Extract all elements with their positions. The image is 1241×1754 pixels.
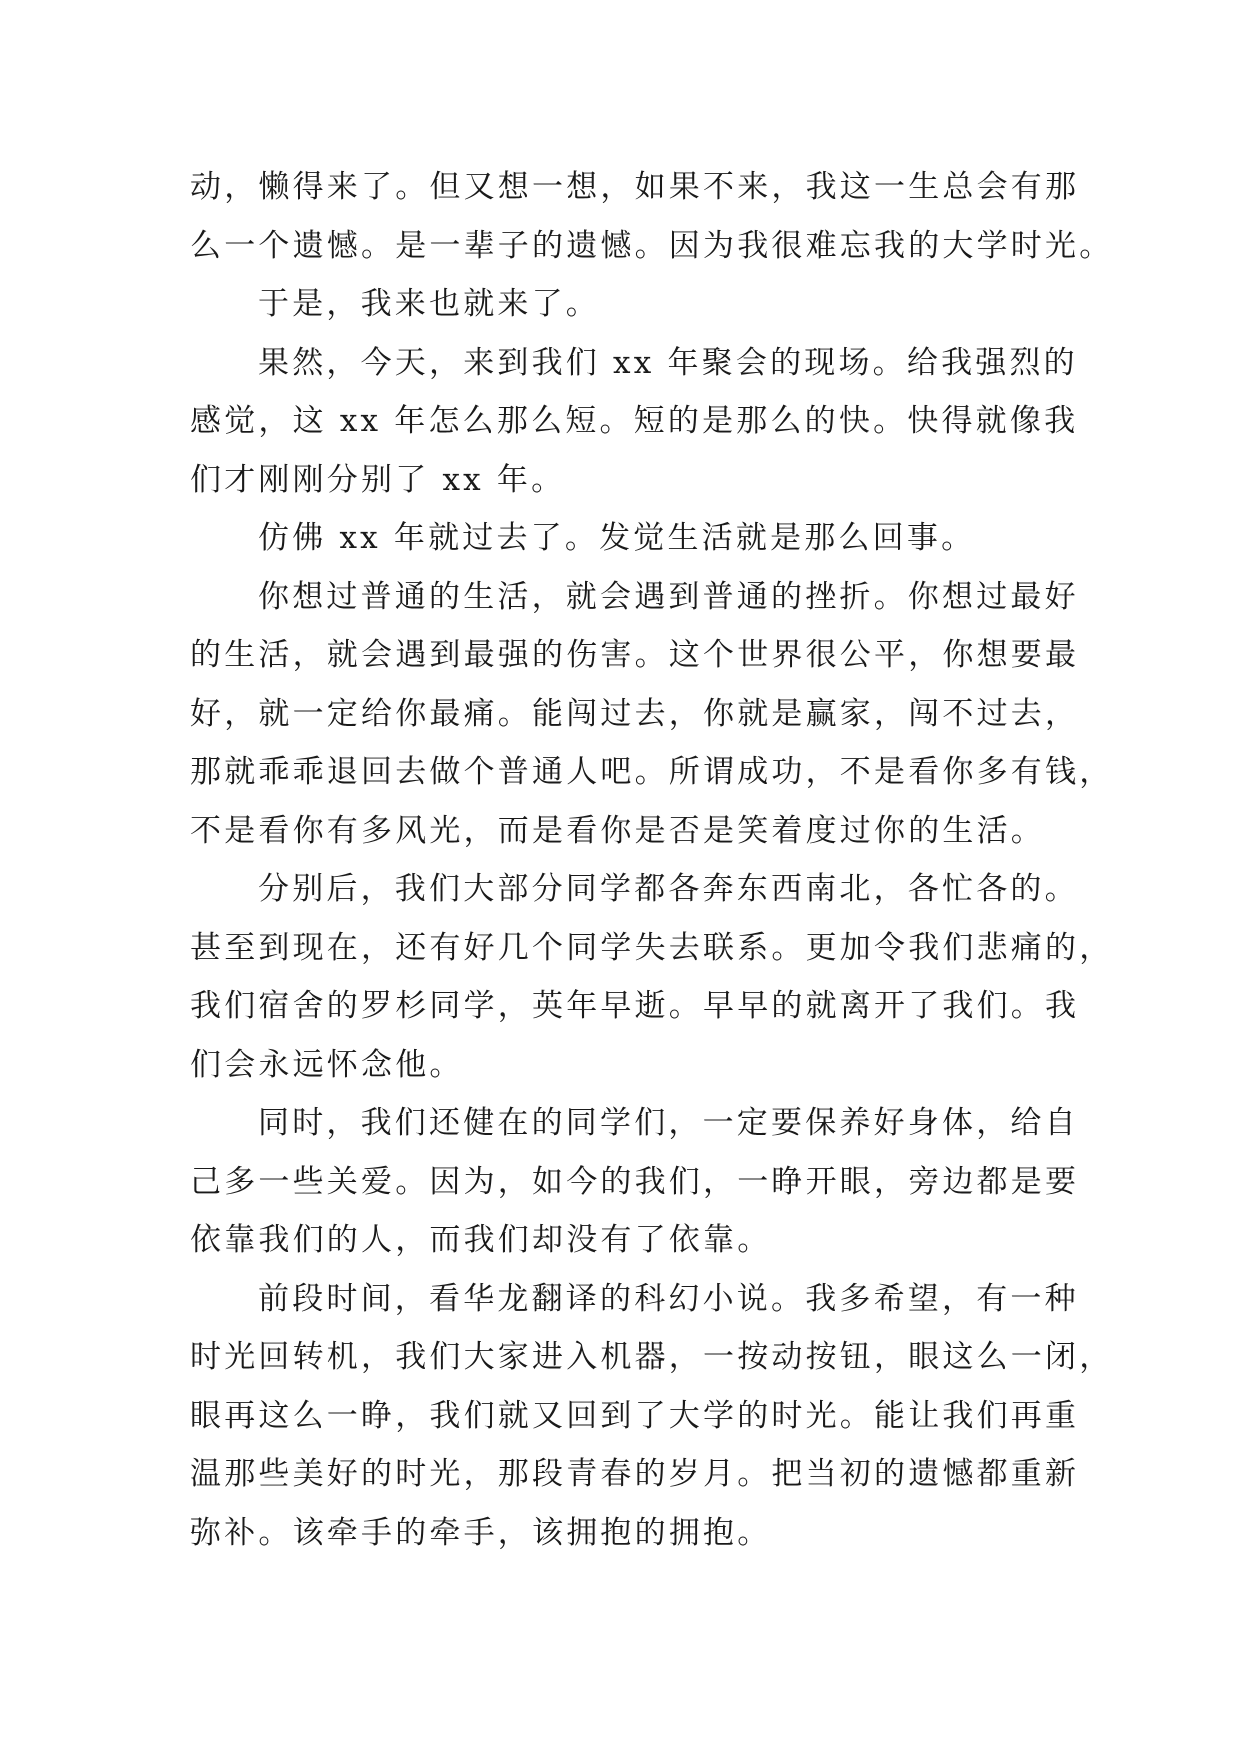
- text-line: 温那些美好的时光，那段青春的岁月。把当初的遗憾都重新: [190, 1456, 1080, 1492]
- text-line: 不是看你有多风光，而是看你是否是笑着度过你的生活。: [190, 812, 1045, 849]
- text-line: 动，懒得来了。但又想一想，如果不来，我这一生总会有那: [190, 169, 1080, 205]
- text-line: 依靠我们的人，而我们却没有了依靠。: [190, 1222, 772, 1258]
- text-line: 分别后，我们大部分同学都各奔东西南北，各忙各的。: [258, 871, 1079, 907]
- text-line: 于是，我来也就来了。: [258, 286, 600, 322]
- text-line: 甚至到现在，还有好几个同学失去联系。更加令我们悲痛的，: [190, 929, 1114, 966]
- text-line: 同时，我们还健在的同学们，一定要保养好身体，给自: [258, 1105, 1079, 1141]
- text-line: 果然，今天，来到我们 xx 年聚会的现场。给我强烈的: [258, 344, 1078, 381]
- body-text: [190, 158, 1114, 1562]
- text-line: 眼再这么一睁，我们就又回到了大学的时光。能让我们再重: [190, 1397, 1080, 1434]
- text-line: 你想过普通的生活，就会遇到普通的挫折。你想过最好: [258, 578, 1079, 615]
- text-line: 们才刚刚分别了 xx 年。: [190, 461, 566, 498]
- text-line: 的生活，就会遇到最强的伤害。这个世界很公平，你想要最: [190, 637, 1080, 673]
- text-line: 己多一些关爱。因为，如今的我们，一睁开眼，旁边都是要: [190, 1163, 1080, 1200]
- text-line: 们会永远怀念他。: [190, 1046, 464, 1083]
- text-line: 那就乖乖退回去做个普通人吧。所谓成功，不是看你多有钱，: [190, 754, 1114, 790]
- text-line: 好，就一定给你最痛。能闯过去，你就是赢家，闯不过去，: [190, 695, 1080, 732]
- text-line: 弥补。该牵手的牵手，该拥抱的拥抱。: [190, 1514, 772, 1551]
- text-line: 感觉，这 xx 年怎么那么短。短的是那么的快。快得就像我: [190, 403, 1079, 439]
- text-line: 前段时间，看华龙翻译的科幻小说。我多希望，有一种: [258, 1280, 1079, 1317]
- text-line: 仿佛 xx 年就过去了。发觉生活就是那么回事。: [258, 520, 976, 556]
- text-line: 么一个遗憾。是一辈子的遗憾。因为我很难忘我的大学时光。: [190, 227, 1114, 264]
- text-line: 我们宿舍的罗杉同学，英年早逝。早早的就离开了我们。我: [190, 988, 1080, 1024]
- text-line: 时光回转机，我们大家进入机器，一按动按钮，眼这么一闭，: [190, 1339, 1114, 1375]
